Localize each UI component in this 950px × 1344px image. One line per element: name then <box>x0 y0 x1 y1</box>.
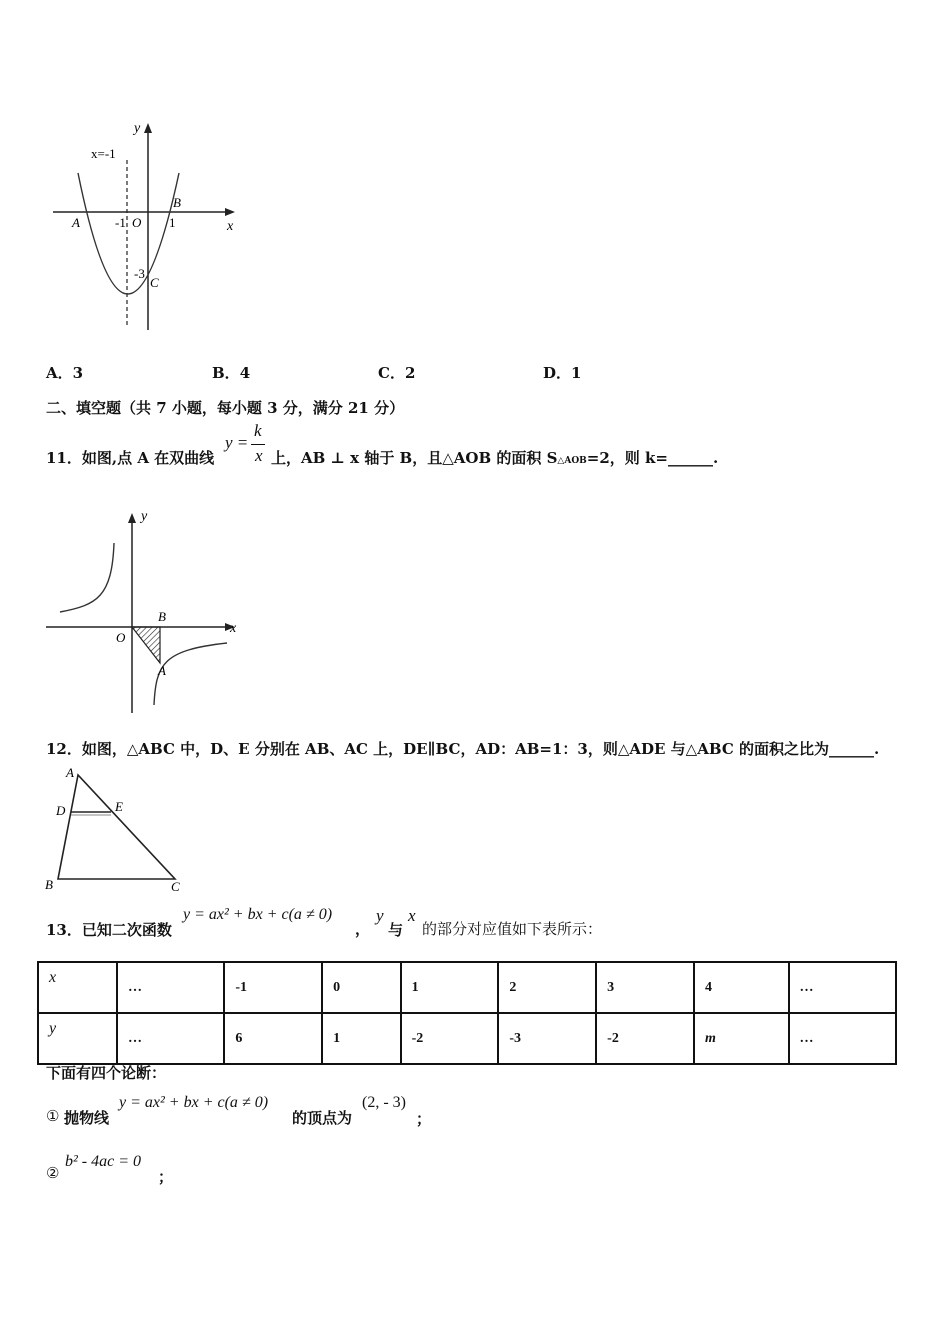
y-label: y <box>141 509 148 524</box>
x-label: x <box>227 219 234 234</box>
option-c-label: C． <box>378 364 405 382</box>
table-cell: 2 <box>498 962 596 1013</box>
table-cell: 0 <box>322 962 400 1013</box>
q11-prefix: 11．如图,点 A 在双曲线 <box>46 449 215 467</box>
option-a-value: 3 <box>72 364 84 382</box>
statement-1-text2: 的顶点为 <box>292 1109 353 1127</box>
table-cell: y <box>38 1013 117 1064</box>
option-a-label: A． <box>46 364 73 382</box>
triangle-aob-shaded <box>132 627 160 663</box>
statement-1-end: ； <box>416 1110 432 1128</box>
option-d-label: D． <box>543 364 572 382</box>
q13-yu: 与 <box>388 921 404 939</box>
statement-1-point: (2, - 3) <box>362 1094 406 1111</box>
vertex-e-label: E <box>115 799 123 814</box>
statement-2-number: ② <box>46 1164 60 1182</box>
q11-middle-text: 上，AB ⊥ x 轴于 B，且△AOB 的面积 S <box>271 449 558 467</box>
symmetry-label: x=-1 <box>91 146 116 161</box>
q11-fraction-bar <box>251 444 265 445</box>
table-cell: … <box>117 962 224 1013</box>
table-cell: -1 <box>224 962 322 1013</box>
vertex-b-label: B <box>45 877 53 892</box>
q13-formula: y = ax² + bx + c(a ≠ 0) <box>183 906 333 923</box>
neg-three-label: -3 <box>134 266 145 281</box>
statements-intro: 下面有四个论断： <box>46 1064 167 1082</box>
one-label: 1 <box>169 215 176 230</box>
x-label: x <box>230 621 237 636</box>
table-cell: -2 <box>401 1013 499 1064</box>
hyperbola-graph <box>42 505 247 717</box>
origin-label: O <box>132 215 142 230</box>
table-cell: … <box>789 1013 896 1064</box>
option-c-value: 2 <box>404 364 416 382</box>
q11-suffix: =2，则 k=______. <box>586 449 719 467</box>
option-a <box>46 362 83 383</box>
table-row-y <box>38 1013 896 1064</box>
point-a-label: A <box>72 215 80 230</box>
point-c-label: C <box>150 275 159 290</box>
table-cell: 6 <box>224 1013 322 1064</box>
table-cell: 4 <box>694 962 789 1013</box>
table-cell: 1 <box>322 1013 400 1064</box>
statement-2-formula: b² - 4ac = 0 <box>65 1153 142 1170</box>
y-axis-arrow <box>128 513 136 523</box>
vertex-d-label: D <box>56 803 66 818</box>
statement-1-formula: y = ax² + bx + c(a ≠ 0) <box>119 1094 269 1111</box>
table-cell: x <box>38 962 117 1013</box>
table-cell: m <box>694 1013 789 1064</box>
vertex-c-label: C <box>171 879 180 894</box>
statement-1-number: ① <box>46 1107 60 1125</box>
hyperbola-branch-left <box>60 543 114 612</box>
option-b <box>212 362 250 383</box>
section-title: 二、填空题（共 7 小题，每小题 3 分，满分 21 分） <box>46 399 405 417</box>
y-axis-arrow <box>144 123 152 133</box>
q12-text: 12．如图，△ABC 中，D、E 分别在 AB、AC 上，DE∥BC，AD：AB=1：3，则△ADE 与△ABC 的面积之比为______. <box>46 740 880 758</box>
table-cell: -3 <box>498 1013 596 1064</box>
y-label: y <box>134 121 141 136</box>
q11-formula-numerator: k <box>254 421 262 440</box>
origin-label: O <box>116 630 126 645</box>
point-b-label: B <box>158 609 166 624</box>
triangle-figure <box>40 763 200 895</box>
table-row-x <box>38 962 896 1013</box>
table-cell: 3 <box>596 962 694 1013</box>
q11-middle <box>271 447 718 468</box>
point-a-label: A <box>158 663 166 678</box>
table-cell: -2 <box>596 1013 694 1064</box>
parabola-curve <box>78 173 179 294</box>
q13-comma: ， <box>355 920 371 938</box>
option-d-value: 1 <box>571 364 582 382</box>
q11-formula-denominator: x <box>255 446 263 465</box>
vertex-a-label: A <box>66 765 74 780</box>
q13-suffix: 的部分对应值如下表所示： <box>422 920 603 938</box>
parabola-graph <box>45 115 255 340</box>
neg-one-label: -1 <box>115 215 126 230</box>
option-b-value: 4 <box>239 364 251 382</box>
table-cell: … <box>117 1013 224 1064</box>
option-b-label: B． <box>212 364 240 382</box>
statement-1-text: 抛物线 <box>64 1109 110 1127</box>
q13-x: x <box>408 906 416 925</box>
q11-formula-lhs: y = <box>225 433 249 452</box>
statement-2-end: ； <box>158 1168 174 1186</box>
option-d <box>543 362 581 383</box>
q13-y: y <box>376 906 384 925</box>
option-c <box>378 362 415 383</box>
table-cell: 1 <box>401 962 499 1013</box>
q11-subscript: △AOB <box>557 456 587 466</box>
value-table <box>37 961 897 1065</box>
point-b-label: B <box>173 195 181 210</box>
triangle-abc <box>58 775 175 879</box>
x-axis-arrow <box>225 208 235 216</box>
q13-prefix: 13．已知二次函数 <box>46 921 172 939</box>
table-cell: … <box>789 962 896 1013</box>
